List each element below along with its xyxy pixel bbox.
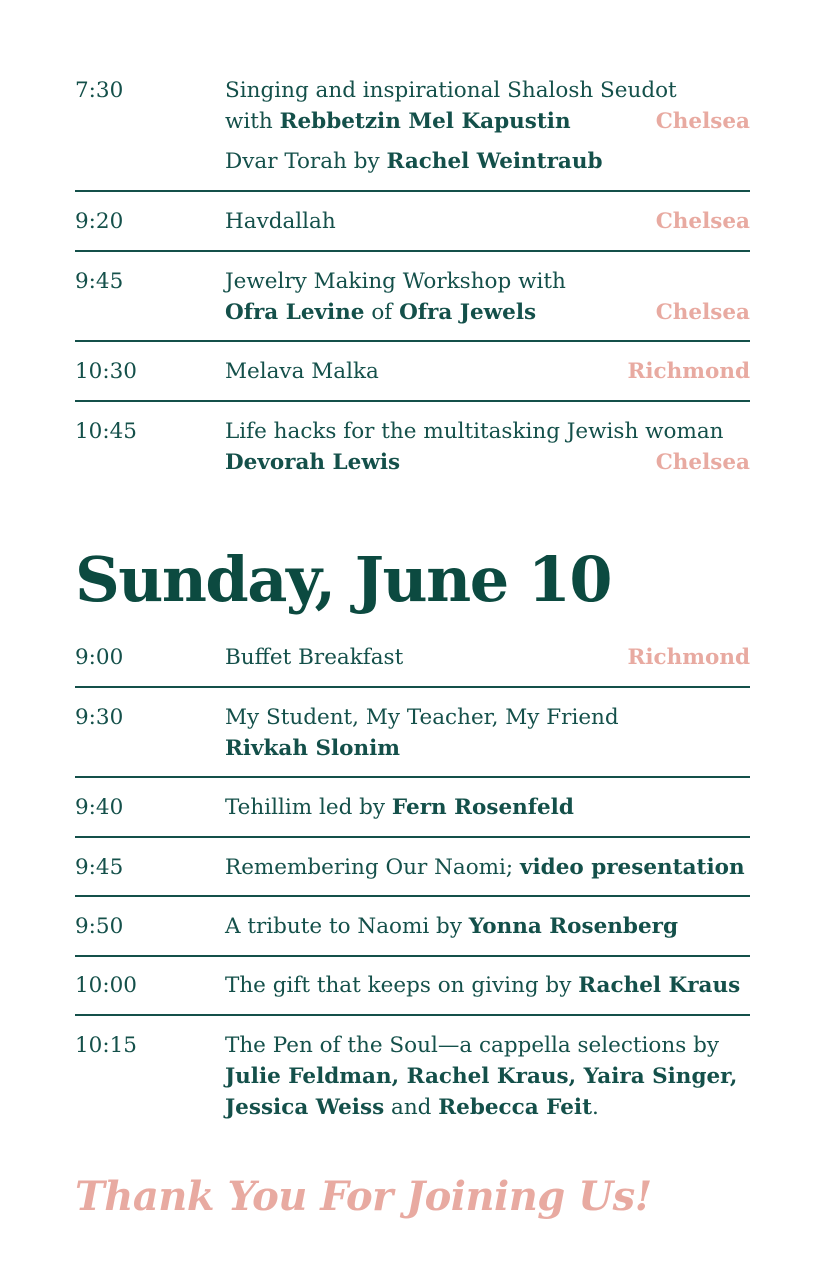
venue-label: Chelsea (655, 450, 750, 475)
row-time: 10:30 (75, 359, 137, 384)
row-title: Jewelry Making Workshop with (225, 269, 566, 294)
schedule-row (75, 1030, 750, 1126)
performer-name: Jessica Weiss (225, 1095, 385, 1120)
schedule-row (75, 266, 750, 342)
row-time: 9:45 (75, 855, 124, 880)
performer-name: Julie Feldman (225, 1064, 392, 1089)
venue-label: Richmond (627, 645, 750, 670)
schedule-row (75, 792, 750, 838)
row-subline (225, 733, 750, 764)
row-title: My Student, My Teacher, My Friend (225, 705, 619, 730)
performer-name: Rebecca Feit (438, 1095, 593, 1120)
speaker-name: video presentation (520, 855, 745, 880)
row-time: 9:00 (75, 645, 124, 670)
day-heading: Sunday, June 10 (75, 543, 612, 616)
venue-label: Chelsea (655, 109, 750, 134)
venue-label: Chelsea (655, 300, 750, 325)
row-time: 10:15 (75, 1033, 137, 1058)
row-subline: Ofra Levine of Ofra Jewels (225, 300, 537, 325)
speaker-name: Rachel Weintraub (386, 149, 603, 174)
row-time: 9:50 (75, 914, 124, 939)
row-time: 10:00 (75, 973, 137, 998)
row-time: 9:30 (75, 705, 124, 730)
row-description (225, 1030, 750, 1123)
row-title: Singing and inspirational Shalosh Seudot (225, 78, 677, 103)
row-description (225, 702, 750, 764)
row-extra: Dvar Torah by Rachel Weintraub (225, 149, 603, 174)
row-time: 10:45 (75, 419, 137, 444)
schedule-row (75, 911, 750, 957)
schedule-row (75, 206, 750, 252)
brand-name: Ofra Jewels (399, 300, 537, 325)
performer-name: Rachel Kraus (406, 1064, 569, 1089)
schedule-row (75, 75, 750, 192)
schedule-row (75, 356, 750, 402)
row-title: Havdallah (225, 209, 336, 234)
row-description: Tehillim led by Fern Rosenfeld (225, 795, 574, 820)
row-title: Buffet Breakfast (225, 645, 404, 670)
schedule-row (75, 702, 750, 778)
row-title: Melava Malka (225, 359, 379, 384)
speaker-name: Rachel Kraus (578, 973, 741, 998)
speaker-name: Rebbetzin Mel Kapustin (279, 109, 571, 134)
venue-label: Chelsea (655, 209, 750, 234)
row-description: The gift that keeps on giving by Rachel Kraus (225, 973, 741, 998)
row-title: The Pen of the Soul—a cappella selections by (225, 1033, 719, 1058)
row-title: Life hacks for the multitasking Jewish woman (225, 419, 724, 444)
venue-label: Richmond (627, 359, 750, 384)
schedule-row (75, 416, 750, 480)
row-subline: with Rebbetzin Mel Kapustin (225, 109, 571, 134)
row-description: A tribute to Naomi by Yonna Rosenberg (225, 914, 678, 939)
schedule-row (75, 970, 750, 1016)
row-time: 9:20 (75, 209, 124, 234)
row-time: 9:40 (75, 795, 124, 820)
speaker-name: Fern Rosenfeld (391, 795, 574, 820)
speaker-name: Ofra Levine (225, 300, 365, 325)
row-time: 7:30 (75, 78, 124, 103)
row-description: Remembering Our Naomi; video presentation (225, 855, 745, 880)
row-time: 9:45 (75, 269, 124, 294)
speaker-name: Rivkah Slonim (225, 736, 401, 761)
row-subline: Julie Feldman, Rachel Kraus, Yaira Singer, (225, 1064, 738, 1089)
speaker-name: Yonna Rosenberg (468, 914, 678, 939)
speaker-name: Devorah Lewis (225, 450, 401, 475)
schedule-row (75, 642, 750, 688)
schedule-row (75, 852, 750, 897)
thank-you-message: Thank You For Joining Us! (75, 1173, 652, 1220)
performer-name: Yaira Singer (583, 1064, 730, 1089)
row-subline: Jessica Weiss and Rebecca Feit. (225, 1095, 599, 1120)
